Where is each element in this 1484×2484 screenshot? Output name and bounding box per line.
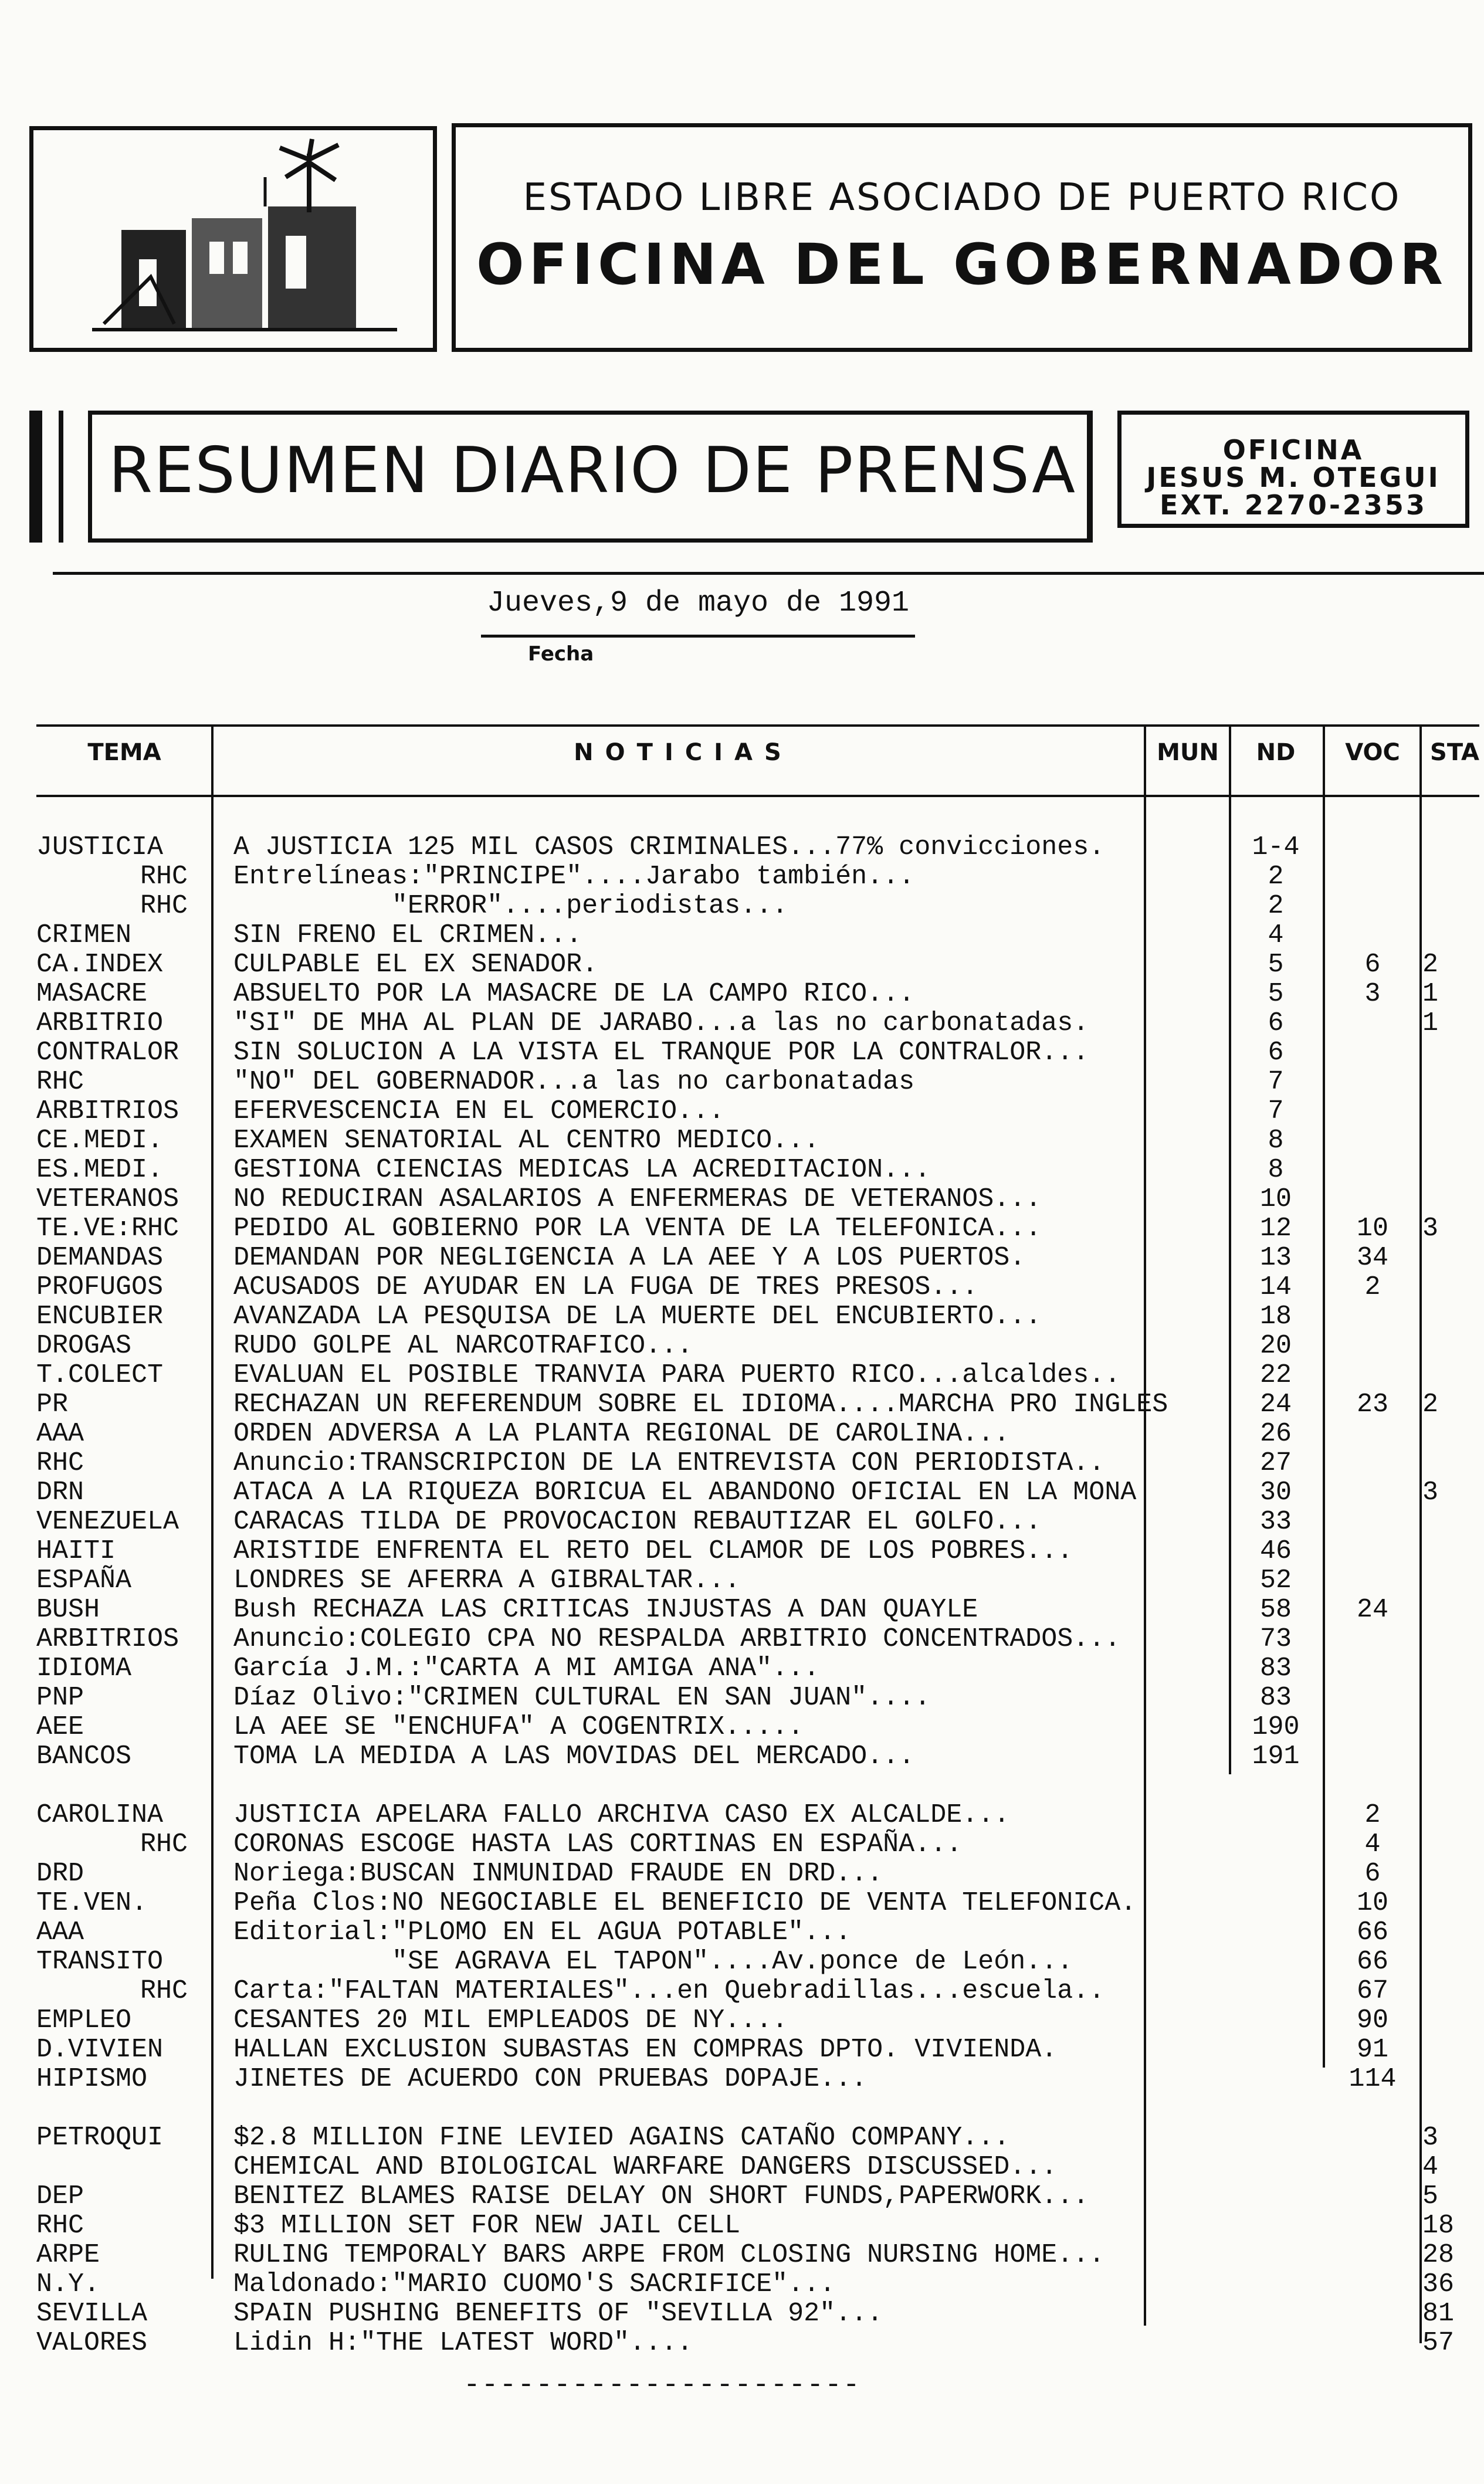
- row-tema: D.VIVIEN: [36, 2035, 164, 2065]
- col-noticias: NOTICIAS: [574, 739, 793, 766]
- row-tema: DEMANDAS: [36, 1243, 164, 1273]
- row-nd: [1241, 1801, 1311, 1830]
- row-voc: [1326, 1478, 1419, 1507]
- row-voc: [1326, 2241, 1419, 2270]
- col-sta: STA: [1430, 739, 1479, 766]
- row-sta: [1422, 1273, 1469, 1302]
- row-sta: [1422, 1654, 1469, 1683]
- row-sta: [1422, 892, 1469, 921]
- row-nd: [1241, 2035, 1311, 2065]
- row-nd: 10: [1259, 1184, 1292, 1214]
- row-noticia: JINETES DE ACUERDO CON PRUEBAS DOPAJE...: [233, 2064, 868, 2094]
- row-sta: [1422, 2065, 1469, 2094]
- row-tema: RHC: [140, 1829, 188, 1859]
- row-tema: CE.MEDI.: [36, 1126, 164, 1155]
- row-tema: TE.VE:RHC: [36, 1214, 179, 1243]
- row-noticia: Díaz Olivo:"CRIMEN CULTURAL EN SAN JUAN"....: [233, 1683, 931, 1713]
- row-voc: 3: [1364, 979, 1381, 1009]
- row-tema: T.COLECT: [36, 1360, 164, 1390]
- row-tema: RHC: [36, 1448, 84, 1478]
- row-sta: 4: [1422, 2152, 1439, 2182]
- row-noticia: EVALUAN EL POSIBLE TRANVIA PARA PUERTO RICO...alcaldes..: [233, 1360, 1121, 1390]
- row-noticia: LA AEE SE "ENCHUFA" A COGENTRIX.....: [233, 1712, 804, 1742]
- row-noticia: ATACA A LA RIQUEZA BORICUA EL ABANDONO OFICIAL EN LA MONA: [233, 1477, 1137, 1507]
- row-noticia: $3 MILLION SET FOR NEW JAIL CELL: [233, 2211, 741, 2241]
- row-tema: IDIOMA: [36, 1653, 132, 1683]
- row-tema: HAITI: [36, 1536, 116, 1566]
- row-voc: [1326, 1155, 1419, 1185]
- row-noticia: RECHAZAN UN REFERENDUM SOBRE EL IDIOMA....MARCHA PRO INGLES: [233, 1390, 1168, 1419]
- row-sta: [1422, 921, 1469, 950]
- row-noticia: GESTIONA CIENCIAS MEDICAS LA ACREDITACION...: [233, 1155, 931, 1185]
- row-nd: 4: [1268, 920, 1284, 950]
- row-noticia: Editorial:"PLOMO EN EL AGUA POTABLE"...: [233, 1917, 852, 1947]
- row-nd: [1241, 1830, 1311, 1859]
- row-sta: [1422, 1595, 1469, 1625]
- row-sta: [1422, 1097, 1469, 1126]
- row-voc: 67: [1356, 1976, 1388, 2006]
- row-sta: [1422, 1302, 1469, 1331]
- row-noticia: AVANZADA LA PESQUISA DE LA MUERTE DEL ENCUBIERTO...: [233, 1302, 1042, 1331]
- row-sta: [1422, 1625, 1469, 1654]
- row-voc: [1326, 1009, 1419, 1038]
- row-noticia: Entrelíneas:"PRINCIPE"....Jarabo también...: [233, 862, 915, 892]
- row-noticia: Peña Clos:NO NEGOCIABLE EL BENEFICIO DE VENTA TELEFONICA.: [233, 1888, 1137, 1918]
- row-voc: [1326, 2182, 1419, 2211]
- header-title: OFICINA DEL GOBERNADOR: [476, 232, 1448, 297]
- date-underline: [481, 635, 915, 638]
- row-noticia: EFERVESCENCIA EN EL COMERCIO...: [233, 1096, 725, 1126]
- row-nd: 30: [1259, 1477, 1292, 1507]
- row-nd: 8: [1268, 1155, 1284, 1185]
- row-voc: [1326, 1068, 1419, 1097]
- row-voc: [1326, 892, 1419, 921]
- row-voc: [1326, 2211, 1419, 2241]
- row-voc: [1326, 1566, 1419, 1595]
- row-sta: [1422, 1713, 1469, 1742]
- row-tema: CA.INDEX: [36, 950, 164, 980]
- row-sta: [1422, 1419, 1469, 1449]
- row-voc: 2: [1364, 1272, 1381, 1302]
- row-noticia: SPAIN PUSHING BENEFITS OF "SEVILLA 92"...: [233, 2299, 883, 2329]
- row-nd: 46: [1259, 1536, 1292, 1566]
- date-label: Fecha: [528, 642, 594, 666]
- row-nd: [1241, 2329, 1311, 2358]
- row-noticia: HALLAN EXCLUSION SUBASTAS EN COMPRAS DPTO. VIVIENDA.: [233, 2035, 1058, 2065]
- banner-underline: [53, 572, 1484, 575]
- row-tema: PR: [36, 1390, 69, 1419]
- row-nd: [1241, 2123, 1311, 2153]
- row-voc: [1326, 1185, 1419, 1214]
- row-voc: [1326, 1331, 1419, 1361]
- row-sta: 2: [1422, 950, 1439, 980]
- row-voc: [1326, 921, 1419, 950]
- row-tema: RHC: [140, 891, 188, 921]
- row-tema: TRANSITO: [36, 1947, 164, 1977]
- row-tema: VENEZUELA: [36, 1507, 179, 1537]
- row-sta: [1422, 1947, 1469, 1977]
- row-tema: DEP: [36, 2181, 84, 2211]
- row-tema: DRN: [36, 1477, 84, 1507]
- row-voc: 23: [1356, 1390, 1388, 1419]
- row-noticia: Anuncio:COLEGIO CPA NO RESPALDA ARBITRIO CONCENTRADOS...: [233, 1624, 1121, 1654]
- row-noticia: ABSUELTO POR LA MASACRE DE LA CAMPO RICO...: [233, 979, 915, 1009]
- row-voc: 6: [1364, 950, 1381, 980]
- row-noticia: Bush RECHAZA LAS CRITICAS INJUSTAS A DAN QUAYLE: [233, 1595, 978, 1625]
- row-noticia: BENITEZ BLAMES RAISE DELAY ON SHORT FUNDS,PAPERWORK...: [233, 2181, 1089, 2211]
- row-voc: 66: [1356, 1947, 1388, 1977]
- row-voc: 2: [1364, 1800, 1381, 1830]
- row-nd: [1241, 2182, 1311, 2211]
- row-sta: [1422, 1331, 1469, 1361]
- row-voc: [1326, 1449, 1419, 1478]
- row-tema: PNP: [36, 1683, 84, 1713]
- row-voc: [1326, 2123, 1419, 2153]
- row-noticia: SIN FRENO EL CRIMEN...: [233, 920, 582, 950]
- row-voc: [1326, 2329, 1419, 2358]
- row-noticia: EXAMEN SENATORIAL AL CENTRO MEDICO...: [233, 1126, 820, 1155]
- building-illustration: [33, 130, 433, 348]
- row-voc: [1326, 2299, 1419, 2329]
- row-nd: [1241, 1918, 1311, 1947]
- row-nd: 12: [1259, 1214, 1292, 1243]
- row-tema: SEVILLA: [36, 2299, 148, 2329]
- row-nd: [1241, 1859, 1311, 1889]
- row-sta: [1422, 1889, 1469, 1918]
- row-voc: [1326, 1038, 1419, 1068]
- row-noticia: CULPABLE EL EX SENADOR.: [233, 950, 598, 980]
- row-noticia: SIN SOLUCION A LA VISTA EL TRANQUE POR LA CONTRALOR...: [233, 1038, 1089, 1068]
- row-tema: ARBITRIO: [36, 1008, 164, 1038]
- row-nd: [1241, 1947, 1311, 1977]
- row-nd: [1241, 1977, 1311, 2006]
- header-subtitle: ESTADO LIBRE ASOCIADO DE PUERTO RICO: [523, 176, 1401, 219]
- row-sta: 2: [1422, 1390, 1439, 1419]
- row-nd: 18: [1259, 1302, 1292, 1331]
- row-voc: [1326, 1742, 1419, 1771]
- row-voc: [1326, 1097, 1419, 1126]
- row-voc: [1326, 2270, 1419, 2299]
- row-tema: ENCUBIER: [36, 1302, 164, 1331]
- row-nd: 83: [1259, 1683, 1292, 1713]
- row-tema: ES.MEDI.: [36, 1155, 164, 1185]
- row-noticia: $2.8 MILLION FINE LEVIED AGAINS CATAÑO COMPANY...: [233, 2123, 1010, 2153]
- row-noticia: CHEMICAL AND BIOLOGICAL WARFARE DANGERS DISCUSSED...: [233, 2152, 1058, 2182]
- row-nd: 20: [1259, 1331, 1292, 1361]
- row-nd: 13: [1259, 1243, 1292, 1273]
- col-rule: [1323, 724, 1325, 2068]
- row-tema: AAA: [36, 1419, 84, 1449]
- banner-rule: [1088, 411, 1093, 543]
- row-sta: [1422, 1537, 1469, 1566]
- row-noticia: ARISTIDE ENFRENTA EL RETO DEL CLAMOR DE LOS POBRES...: [233, 1536, 1073, 1566]
- row-nd: 33: [1259, 1507, 1292, 1537]
- row-nd: 1-4: [1252, 832, 1300, 862]
- row-voc: [1326, 1654, 1419, 1683]
- row-noticia: Noriega:BUSCAN INMUNIDAD FRAUDE EN DRD...: [233, 1859, 883, 1889]
- row-tema: CRIMEN: [36, 920, 132, 950]
- row-nd: [1241, 2211, 1311, 2241]
- row-nd: [1241, 2065, 1311, 2094]
- date-value: Jueves,9 de mayo de 1991: [486, 587, 910, 620]
- seal-box: [29, 126, 437, 352]
- row-noticia: CORONAS ESCOGE HASTA LAS CORTINAS EN ESPAÑA...: [233, 1829, 963, 1859]
- row-noticia: CESANTES 20 MIL EMPLEADOS DE NY....: [233, 2005, 788, 2035]
- row-nd: 6: [1268, 1008, 1284, 1038]
- row-sta: [1422, 1801, 1469, 1830]
- row-sta: 5: [1422, 2181, 1439, 2211]
- office-line: JESUS M. OTEGUI: [1146, 462, 1441, 493]
- row-noticia: A JUSTICIA 125 MIL CASOS CRIMINALES...77% convicciones.: [233, 832, 1105, 862]
- row-tema: DROGAS: [36, 1331, 132, 1361]
- row-noticia: "ERROR"....periodistas...: [233, 891, 788, 921]
- row-sta: 81: [1422, 2299, 1455, 2329]
- row-sta: 57: [1422, 2328, 1455, 2358]
- row-tema: [36, 2153, 212, 2182]
- row-voc: 6: [1364, 1859, 1381, 1889]
- col-tema: TEMA: [87, 739, 161, 766]
- table-header-rule: [36, 795, 1479, 797]
- row-nd: 5: [1268, 950, 1284, 980]
- row-noticia: RUDO GOLPE AL NARCOTRAFICO...: [233, 1331, 693, 1361]
- row-tema: AEE: [36, 1712, 84, 1742]
- row-sta: [1422, 1243, 1469, 1273]
- row-voc: 66: [1356, 1917, 1388, 1947]
- row-nd: 73: [1259, 1624, 1292, 1654]
- row-tema: RHC: [140, 862, 188, 892]
- row-tema: HIPISMO: [36, 2064, 148, 2094]
- row-sta: [1422, 1038, 1469, 1068]
- row-sta: 1: [1422, 979, 1439, 1009]
- row-nd: [1241, 2006, 1311, 2035]
- row-sta: 36: [1422, 2269, 1455, 2299]
- row-noticia: Carta:"FALTAN MATERIALES"...en Quebradillas...escuela..: [233, 1976, 1105, 2006]
- row-sta: 3: [1422, 2123, 1439, 2153]
- row-voc: [1326, 1361, 1419, 1390]
- row-voc: 90: [1356, 2005, 1388, 2035]
- row-tema: EMPLEO: [36, 2005, 132, 2035]
- row-sta: [1422, 1155, 1469, 1185]
- row-tema: VETERANOS: [36, 1184, 179, 1214]
- row-sta: [1422, 1566, 1469, 1595]
- row-voc: 91: [1356, 2035, 1388, 2065]
- footer-dashes: ----------------------: [463, 2370, 861, 2401]
- row-tema: ARBITRIOS: [36, 1096, 179, 1126]
- row-voc: 34: [1356, 1243, 1388, 1273]
- row-sta: [1422, 833, 1469, 862]
- row-voc: [1326, 1625, 1419, 1654]
- row-voc: [1326, 833, 1419, 862]
- row-sta: [1422, 1742, 1469, 1771]
- row-nd: 24: [1259, 1390, 1292, 1419]
- row-tema: N.Y.: [36, 2269, 100, 2299]
- row-nd: 58: [1259, 1595, 1292, 1625]
- row-tema: ESPAÑA: [36, 1565, 132, 1595]
- row-voc: [1326, 1537, 1419, 1566]
- row-nd: 2: [1268, 862, 1284, 892]
- row-noticia: ORDEN ADVERSA A LA PLANTA REGIONAL DE CAROLINA...: [233, 1419, 1010, 1449]
- row-voc: 10: [1356, 1214, 1388, 1243]
- row-nd: 7: [1268, 1067, 1284, 1097]
- row-noticia: DEMANDAN POR NEGLIGENCIA A LA AEE Y A LOS PUERTOS.: [233, 1243, 1026, 1273]
- row-sta: 3: [1422, 1477, 1439, 1507]
- row-nd: 14: [1259, 1272, 1292, 1302]
- row-tema: PROFUGOS: [36, 1272, 164, 1302]
- table-top-rule: [36, 724, 1479, 727]
- row-nd: 83: [1259, 1653, 1292, 1683]
- row-nd: [1241, 2299, 1311, 2329]
- row-nd: 7: [1268, 1096, 1284, 1126]
- row-tema: BUSH: [36, 1595, 100, 1625]
- row-sta: [1422, 1859, 1469, 1889]
- row-nd: 52: [1259, 1565, 1292, 1595]
- col-mun: MUN: [1157, 739, 1219, 766]
- row-sta: [1422, 2006, 1469, 2035]
- row-tema: BANCOS: [36, 1741, 132, 1771]
- row-voc: [1326, 862, 1419, 892]
- row-sta: [1422, 1361, 1469, 1390]
- row-sta: 18: [1422, 2211, 1455, 2241]
- row-sta: 28: [1422, 2240, 1455, 2270]
- row-sta: [1422, 1918, 1469, 1947]
- row-sta: [1422, 1830, 1469, 1859]
- row-noticia: NO REDUCIRAN ASALARIOS A ENFERMERAS DE VETERANOS...: [233, 1184, 1042, 1214]
- row-voc: 4: [1364, 1829, 1381, 1859]
- row-tema: ARPE: [36, 2240, 100, 2270]
- row-noticia: RULING TEMPORALY BARS ARPE FROM CLOSING NURSING HOME...: [233, 2240, 1105, 2270]
- row-voc: 10: [1356, 1888, 1388, 1918]
- row-voc: [1326, 1713, 1419, 1742]
- row-tema: TE.VEN.: [36, 1888, 148, 1918]
- row-voc: [1326, 1507, 1419, 1537]
- row-noticia: CARACAS TILDA DE PROVOCACION REBAUTIZAR EL GOLFO...: [233, 1507, 1042, 1537]
- row-nd: 26: [1259, 1419, 1292, 1449]
- row-sta: [1422, 1449, 1469, 1478]
- row-noticia: "SI" DE MHA AL PLAN DE JARABO...a las no carbonatadas.: [233, 1008, 1089, 1038]
- row-noticia: "NO" DEL GOBERNADOR...a las no carbonatadas: [233, 1067, 915, 1097]
- row-voc: [1326, 1419, 1419, 1449]
- banner-rule: [29, 411, 42, 543]
- row-sta: [1422, 862, 1469, 892]
- row-voc: [1326, 2153, 1419, 2182]
- row-voc: [1326, 1302, 1419, 1331]
- row-noticia: Lidin H:"THE LATEST WORD"....: [233, 2328, 693, 2358]
- office-line: EXT. 2270-2353: [1160, 489, 1427, 521]
- row-noticia: "SE AGRAVA EL TAPON"....Av.ponce de León...: [233, 1947, 1073, 1977]
- row-nd: 5: [1268, 979, 1284, 1009]
- row-noticia: JUSTICIA APELARA FALLO ARCHIVA CASO EX ALCALDE...: [233, 1800, 1010, 1830]
- row-noticia: PEDIDO AL GOBIERNO POR LA VENTA DE LA TELEFONICA...: [233, 1214, 1042, 1243]
- row-voc: [1326, 1126, 1419, 1155]
- office-line: OFICINA: [1222, 434, 1364, 466]
- row-tema: CAROLINA: [36, 1800, 164, 1830]
- row-sta: [1422, 1683, 1469, 1713]
- col-nd: ND: [1256, 739, 1296, 766]
- row-voc: 24: [1356, 1595, 1388, 1625]
- row-tema: ARBITRIOS: [36, 1624, 179, 1654]
- row-nd: [1241, 2241, 1311, 2270]
- row-sta: [1422, 1185, 1469, 1214]
- row-sta: [1422, 1977, 1469, 2006]
- row-nd: [1241, 1889, 1311, 1918]
- row-voc: 114: [1349, 2064, 1397, 2094]
- row-nd: 191: [1252, 1741, 1300, 1771]
- row-tema: DRD: [36, 1859, 84, 1889]
- row-nd: 8: [1268, 1126, 1284, 1155]
- row-sta: 1: [1422, 1008, 1439, 1038]
- row-sta: 3: [1422, 1214, 1439, 1243]
- row-sta: [1422, 1507, 1469, 1537]
- banner-title: RESUMEN DIARIO DE PRENSA: [109, 434, 1076, 507]
- col-rule: [1419, 724, 1422, 2343]
- row-tema: RHC: [36, 2211, 84, 2241]
- row-noticia: LONDRES SE AFERRA A GIBRALTAR...: [233, 1565, 741, 1595]
- row-noticia: ACUSADOS DE AYUDAR EN LA FUGA DE TRES PRESOS...: [233, 1272, 978, 1302]
- row-nd: 22: [1259, 1360, 1292, 1390]
- banner-rule: [59, 411, 63, 543]
- row-noticia: García J.M.:"CARTA A MI AMIGA ANA"...: [233, 1653, 820, 1683]
- row-sta: [1422, 1126, 1469, 1155]
- row-tema: MASACRE: [36, 979, 148, 1009]
- row-nd: [1241, 2270, 1311, 2299]
- row-nd: 6: [1268, 1038, 1284, 1068]
- row-nd: [1241, 2153, 1311, 2182]
- row-tema: CONTRALOR: [36, 1038, 179, 1068]
- row-nd: 27: [1259, 1448, 1292, 1478]
- row-noticia: TOMA LA MEDIDA A LAS MOVIDAS DEL MERCADO...: [233, 1741, 915, 1771]
- row-sta: [1422, 1068, 1469, 1097]
- row-noticia: Maldonado:"MARIO CUOMO'S SACRIFICE"...: [233, 2269, 836, 2299]
- row-nd: 190: [1252, 1712, 1300, 1742]
- row-tema: JUSTICIA: [36, 832, 164, 862]
- row-tema: AAA: [36, 1917, 84, 1947]
- row-tema: RHC: [140, 1976, 188, 2006]
- row-tema: RHC: [36, 1067, 84, 1097]
- row-tema: VALORES: [36, 2328, 148, 2358]
- row-noticia: Anuncio:TRANSCRIPCION DE LA ENTREVISTA CON PERIODISTA..: [233, 1448, 1105, 1478]
- row-nd: 2: [1268, 891, 1284, 921]
- col-voc: VOC: [1345, 739, 1400, 766]
- row-sta: [1422, 2035, 1469, 2065]
- row-tema: PETROQUI: [36, 2123, 164, 2153]
- row-voc: [1326, 1683, 1419, 1713]
